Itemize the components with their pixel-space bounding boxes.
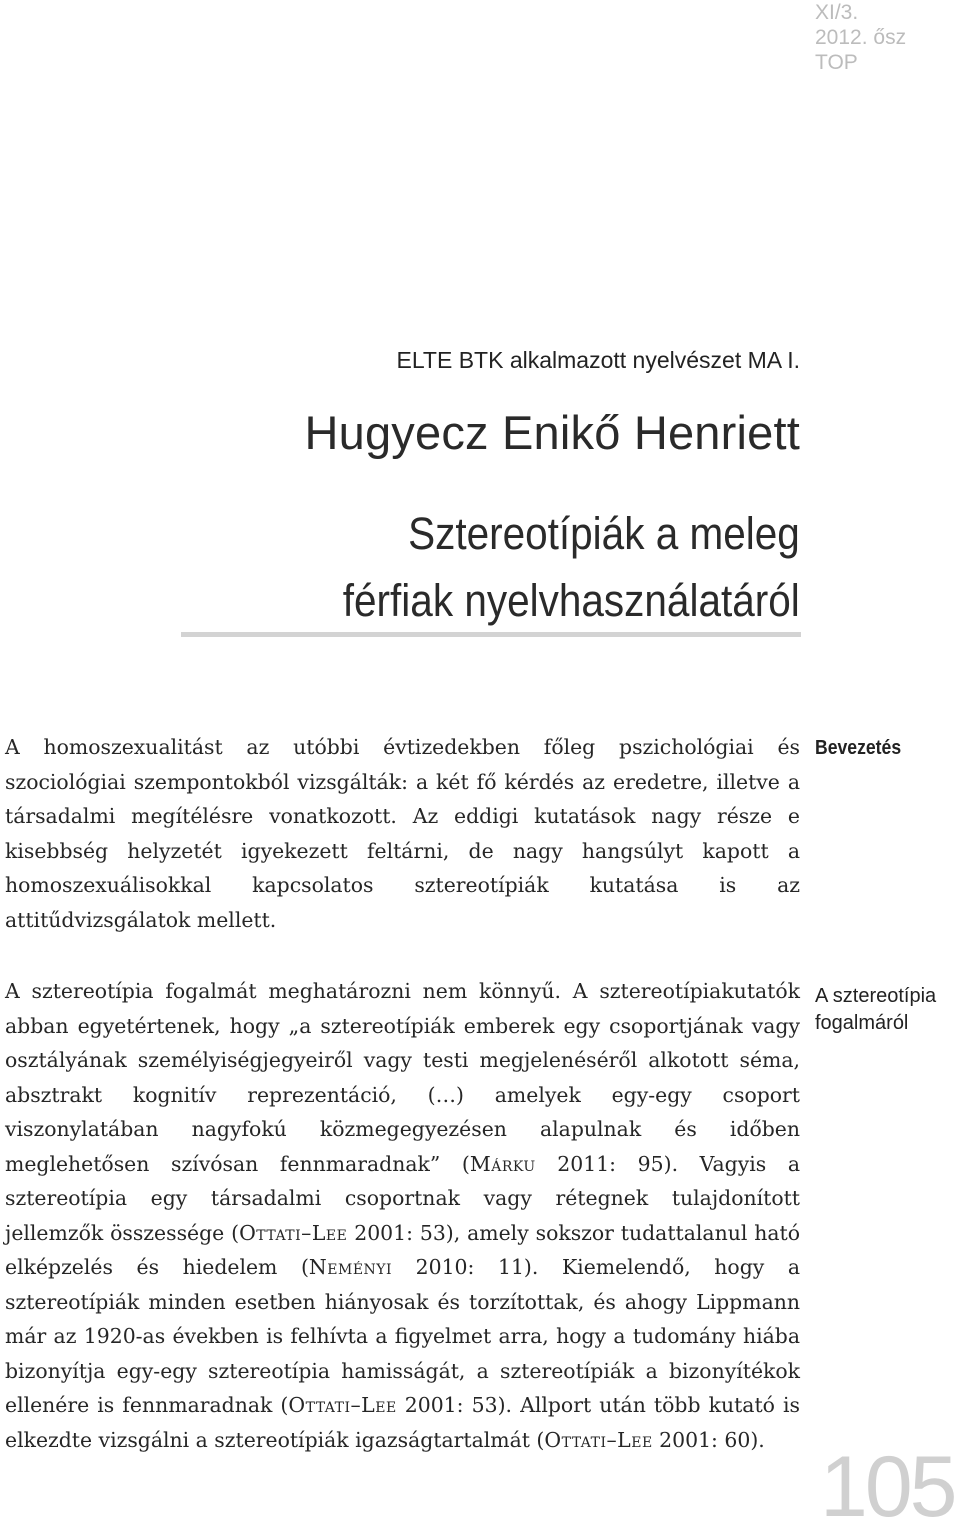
- paragraph-text: 2010: 11). Kiemelendő, hogy a sztereotípiák minden esetben hiányosak és torzítottak, és ahogy Lippmann már az 1920-as években is felhívta a figyelmet arra, hogy a tudomány hiába bizonyítja egy-egy sztereotípia hamisságát, a sztereotípiák a bizonyítékok ellenére is fennmaradnak (: [5, 1255, 800, 1417]
- page-number: 105: [820, 1439, 955, 1535]
- citation-author: Ottati–Lee: [239, 1220, 348, 1245]
- citation-author: Ottati–Lee: [288, 1393, 397, 1417]
- paragraph-text: 2001: 53). Allport után több kutató is elkezdte vizsgálni a sztereotípiák igazságtartalmát (: [5, 1393, 800, 1452]
- introduction-paragraph: A homoszexualitást az utóbbi évtizedekben főleg pszichológiai és szociológiai szempontokból vizsgálták: a két fő kérdés az eredetre, illetve a társadalmi megítélésre vonatkozott. Az eddigi kutatások nagy része e kisebbség helyzetét igyekezett feltárni, de nagy hangsúlyt kapott a homoszexuálisokkal kapcsolatos sztereotípiák kutatása is az attitűdvizsgálatok mellett.: [5, 735, 800, 932]
- author-name: Hugyecz Enikő Henriett: [304, 406, 800, 459]
- citation-author: Ottati–Lee: [544, 1427, 653, 1452]
- stereotype-definition-paragraph: [5, 974, 800, 1457]
- paragraph-text: 2011: 95). Vagyis a sztereotípia egy társadalmi csoportnak vagy rétegnek tulajdonított jellemzők összessége (: [5, 1151, 801, 1245]
- paragraph-text: A sztereotípia fogalmát meghatározni nem könnyű. A sztereotípiakutatók abban egyetértenek, hogy „a sztereotípiák emberek egy csoportjának vagy osztályának személyiségjegyeiről vagy testi megjelenéséről alkotott séma, absztrakt kognitív reprezentáció, (…) amelyek egy-egy csoport viszonylatában nagyfokú közmegegyezésen alapulnak és időben meglehetősen szívósan fennmaradnak” (: [5, 979, 800, 1176]
- issue-info: [815, 0, 955, 75]
- section-heading-line-2: fogalmáról: [815, 1012, 909, 1034]
- title-divider: [181, 632, 801, 637]
- issue-number: XI/3.: [815, 1, 859, 24]
- issue-section: TOP: [815, 51, 858, 74]
- paragraph-text: 2001: 60).: [652, 1427, 765, 1452]
- section-heading-line-1: A sztereotípia: [815, 985, 937, 1007]
- paragraph-text: 2001: 53), amely sokszor tudattalanul ható elképzelés és hiedelem (: [5, 1220, 800, 1279]
- citation-author: Márku: [469, 1151, 536, 1176]
- section-heading-stereotype-concept: [815, 983, 936, 1037]
- article-title-line-2: férfiak nyelvhasználatáról: [342, 575, 800, 626]
- author-affiliation: ELTE BTK alkalmazott nyelvészet MA I.: [396, 347, 800, 373]
- section-heading-introduction: Bevezetés: [815, 737, 902, 759]
- article-title-line-1: Sztereotípiák a meleg: [408, 508, 800, 559]
- citation-author: Neményi: [308, 1255, 393, 1279]
- issue-season: 2012. ősz: [815, 26, 907, 49]
- article-title: [343, 500, 800, 634]
